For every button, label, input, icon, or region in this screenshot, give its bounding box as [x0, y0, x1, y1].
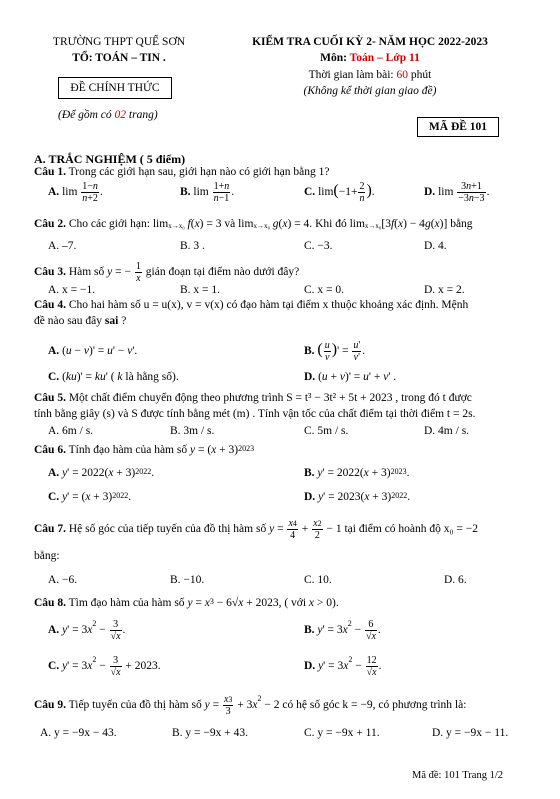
pages-note: (Để gồm có 02 trang) [58, 109, 158, 121]
question-7-line2: bằng: [34, 550, 60, 562]
q6-option-b: B. $y' = 2022(x + 3)^{2023}$. [304, 467, 410, 479]
question-1: Câu 1. Trong các giới hạn sau, giới hạn nào có giới hạn bằng 1? [34, 166, 330, 178]
q6-option-d: D. $y' = 2023(x + 3)^{2022}$. [304, 491, 411, 503]
exam-title: KIỂM TRA CUỐI KỲ 2- NĂM HỌC 2022-2023 [252, 36, 488, 48]
q6-option-a: A. $y' = 2022(x + 3)^{2022}$. [48, 467, 155, 479]
question-4: Câu 4. Cho hai hàm số u = u(x), v = v(x) có đạo hàm tại điểm x thuộc khoảng xác định. Mệnh [34, 299, 469, 311]
q9-option-a: A. y = −9x − 43. [40, 727, 117, 739]
q8-option-c: C. $y' = 3x^2$ − $\frac{3}{√x}$ + 2023. [48, 655, 161, 678]
q2-option-d: D. 4. [424, 240, 447, 252]
subject-line: Môn: Toán – Lớp 11 [320, 52, 420, 64]
question-3: Câu 3. Hàm số y = − $\frac{1}{x}$ gián đoạn tại điểm nào dưới đây? [34, 261, 300, 284]
question-7: Câu 7. Hệ số góc của tiếp tuyến của đồ thị hàm số y = $\frac{x^4}{4}$ + $\frac{x^2}{2}$ − 1 tại điểm có hoành độ x₀ = −2 [34, 518, 479, 541]
q5-option-d: D. 4m / s. [424, 425, 470, 437]
q4-option-c: C. (ku)' = ku' ( k là hằng số). [48, 371, 179, 383]
q2-option-a: A. –7. [48, 240, 77, 252]
q9-option-b: B. y = −9x + 43. [172, 727, 249, 739]
q1-option-b: B. lim $\frac{1+n}{n-1}$ . [180, 181, 235, 204]
q3-option-a: A. x = −1. [48, 284, 96, 296]
q4-option-a: A. (u − v)' = u' − v'. [48, 345, 138, 357]
page-footer: Mã đề: 101 Trang 1/2 [412, 770, 504, 781]
q4-option-d: D. (u + v)' = u' + v' . [304, 371, 397, 383]
time-line: Thời gian làm bài: 60 phút [308, 69, 432, 81]
question-8: Câu 8. Tìm đạo hàm của hàm số $y = x^3 - 6√x + 2023$, ( với x > 0). [34, 597, 339, 609]
time-note: (Không kể thời gian giao đề) [303, 85, 437, 97]
question-9: Câu 9. Tiếp tuyến của đồ thị hàm số y = $\frac{x^3}{3}$ + $3x^2 - 2$ có hệ số góc k = −9, có phương trình là: [34, 694, 467, 717]
q3-option-c: C. x = 0. [304, 284, 345, 296]
exam-code-box: MÃ ĐỀ 101 [417, 117, 499, 137]
q8-option-b: B. $y' = 3x^2$ − $\frac{6}{√x}$ . [304, 619, 381, 642]
school-name: TRƯỜNG THPT QUẾ SƠN [52, 36, 186, 48]
q5-option-b: B. 3m / s. [170, 425, 215, 437]
q2-option-c: C. −3. [304, 240, 333, 252]
group-name: TỔ: TOÁN – TIN . [72, 52, 166, 64]
question-4-line2: đề nào sau đây sai ? [34, 315, 127, 327]
section-title: A. TRẮC NGHIỆM ( 5 điểm) [34, 152, 186, 166]
q7-option-c: C. 10. [304, 574, 332, 586]
q3-option-d: D. x = 2. [424, 284, 465, 296]
question-5-line2: tính bằng giây (s) và S được tính bằng mét (m) . Tính vận tốc của chất điểm tại thời điểm t = 2s. [34, 408, 476, 420]
q6-option-c: C. $y' = (x + 3)^{2022}$. [48, 491, 132, 503]
question-6: Câu 6. Tính đạo hàm của hàm số $y = (x + 3)^{2023}$ [34, 444, 255, 456]
q8-option-a: A. $y' = 3x^2$ − $\frac{3}{√x}$ . [48, 619, 126, 642]
q7-option-b: B. −10. [170, 574, 205, 586]
q5-option-c: C. 5m / s. [304, 425, 349, 437]
q3-option-b: B. x = 1. [180, 284, 221, 296]
q9-option-c: C. y = −9x + 11. [304, 727, 380, 739]
official-box: ĐỀ CHÍNH THỨC [58, 77, 172, 99]
q7-option-a: A. −6. [48, 574, 78, 586]
q1-option-a: A. lim $\frac{1-n}{n+2}$ . [48, 181, 103, 204]
q1-option-c: C. lim(−1+ $\frac{2}{n}$ ). [304, 181, 375, 204]
q1-option-d: D. lim $\frac{3n+1}{-3n-3}$ . [424, 181, 490, 204]
q8-option-d: D. $y' = 3x^2$ − $\frac{12}{√x}$ . [304, 655, 382, 678]
q7-option-d: D. 6. [444, 574, 467, 586]
question-2: Câu 2. Cho các giới hạn: limx→x₀ f(x) = 3 và limx→x₀ g(x) = 4. Khi đó limx→x₀[3f(x) − 4g(x)] bằng [34, 218, 473, 230]
q4-option-b: B. ( $\frac{u}{v}$ )' = $\frac{u'}{v'}$ . [304, 340, 366, 363]
question-5: Câu 5. Một chất điểm chuyển động theo phương trình S = t³ − 3t² + 5t + 2023 , trong đó t được [34, 392, 472, 404]
q9-option-d: D. y = −9x − 11. [432, 727, 509, 739]
q5-option-a: A. 6m / s. [48, 425, 94, 437]
q2-option-b: B. 3 . [180, 240, 205, 252]
